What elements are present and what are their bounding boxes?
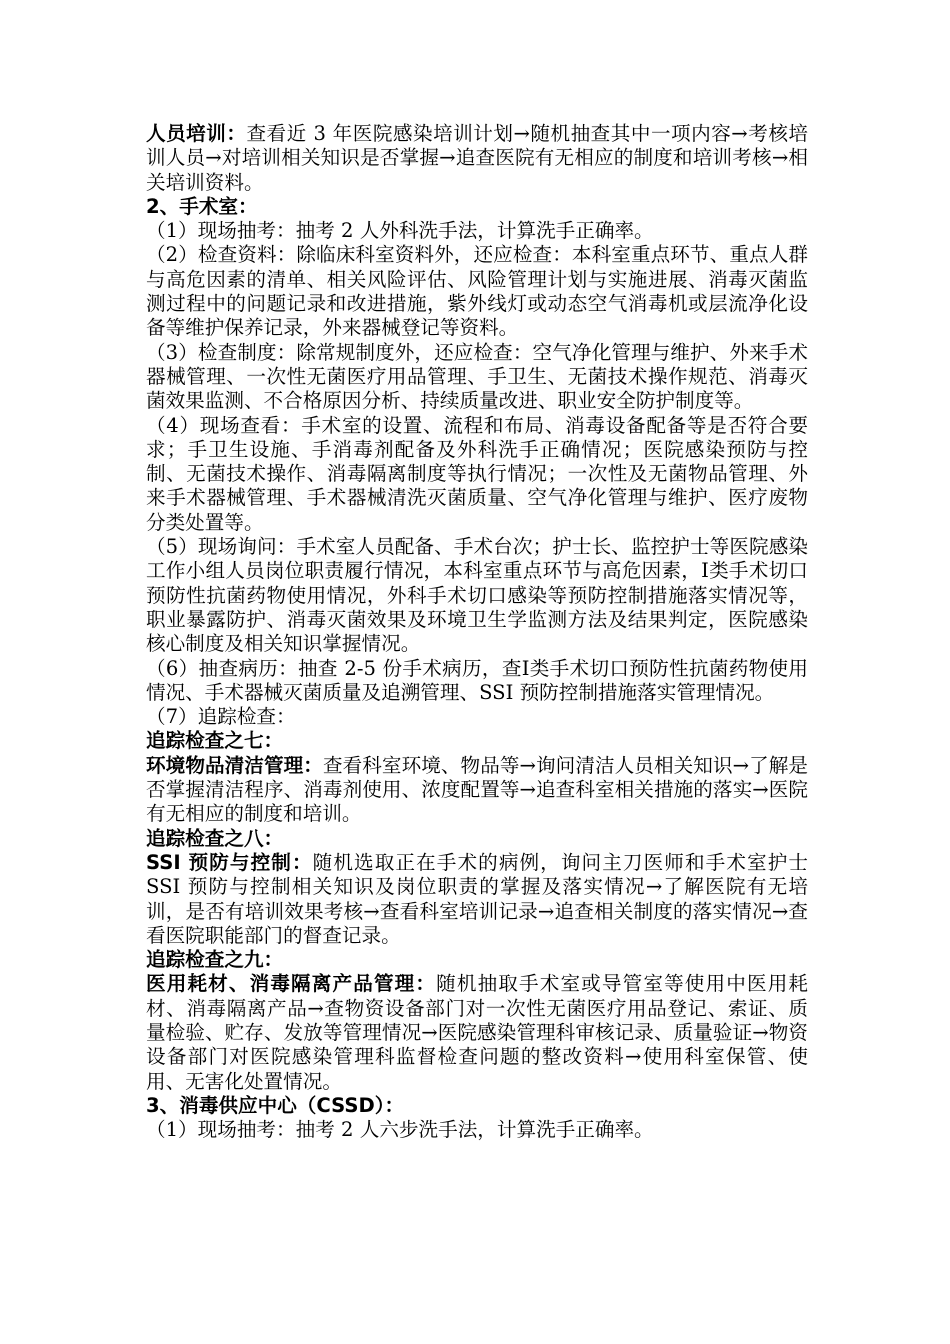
text-staff-training: 查看近 3 年医院感染培训计划→随机抽查其中一项内容→考核培训人员→对培训相关知识是否掌握→追查医院有无相应的制度和培训考核→相关培训资料。 bbox=[146, 122, 809, 194]
heading-staff-training: 人员培训： bbox=[146, 122, 247, 145]
paragraph-staff-training bbox=[146, 122, 808, 195]
text-ssi-control: 随机选取正在手术的病例，询问主刀医师和手术室护士 SSI 预防与控制相关知识及岗位职责的掌握及落实情况→了解医院有无培训，是否有培训效果考核→查看科室培训记录→追查相关制度的落实情况→查看医院职能部门的督查记录。 bbox=[146, 850, 808, 947]
heading-section-operating-room: 2、手术室： bbox=[146, 194, 258, 218]
paragraph-tracking-9 bbox=[146, 948, 808, 972]
heading-environment-cleaning: 环境物品清洁管理： bbox=[146, 753, 323, 777]
paragraph-cssd-item-1 bbox=[146, 1118, 808, 1142]
paragraph-item-6 bbox=[146, 657, 808, 706]
heading-tracking-9: 追踪检查之九： bbox=[146, 948, 284, 972]
paragraph-item-3 bbox=[146, 341, 808, 414]
heading-section-cssd: 3、消毒供应中心（CSSD）： bbox=[146, 1093, 405, 1117]
heading-tracking-8: 追踪检查之八： bbox=[146, 826, 284, 850]
paragraph-consumables bbox=[146, 972, 808, 1093]
text-medical-record-check: （6）抽查病历：抽查 2-5 份手术病历，查Ⅰ类手术切口预防性抗菌药物使用情况、手术器械灭菌质量及追溯管理、SSI 预防控制措施落实管理情况。 bbox=[146, 656, 808, 704]
text-onsite-inspection: （4）现场查看：手术室的设置、流程和布局、消毒设备配备等是否符合要求；手卫生设施、手消毒剂配备及外科洗手正确情况；医院感染预防与控制、无菌技术操作、消毒隔离制度等执行情况；一次性及无菌物品管理、外来手术器械管理、手术器械清洗灭菌质量、空气净化管理与维护、医疗废物分类处置等。 bbox=[146, 413, 808, 534]
paragraph-environment bbox=[146, 754, 808, 827]
text-tracking-check: （7）追踪检查： bbox=[146, 705, 296, 729]
paragraph-section-3 bbox=[146, 1094, 808, 1118]
heading-consumables: 医用耗材、消毒隔离产品管理： bbox=[146, 972, 437, 996]
document-body bbox=[146, 122, 808, 1142]
text-environment-cleaning: 查看科室环境、物品等→询问清洁人员相关知识→了解是否掌握清洁程序、消毒剂使用、浓度配置等→追查科室相关措施的落实→医院有无相应的制度和培训。 bbox=[146, 753, 808, 826]
text-cssd-onsite-exam: （1）现场抽考：抽考 2 人六步洗手法，计算洗手正确率。 bbox=[146, 1118, 654, 1142]
text-consumables: 随机抽取手术室或导管室等使用中医用耗材、消毒隔离产品→查物资设备部门对一次性无菌医疗用品登记、索证、质量检验、贮存、发放等管理情况→医院感染管理科审核记录、质量验证→物资设备部门对医院感染管理科监督检查问题的整改资料→使用科室保管、使用、无害化处置情况。 bbox=[146, 972, 809, 1093]
paragraph-tracking-8 bbox=[146, 827, 808, 851]
paragraph-item-4 bbox=[146, 414, 808, 535]
text-check-records: （2）检查资料：除临床科室资料外，还应检查：本科室重点环节、重点人群与高危因素的清单、相关风险评估、风险管理计划与实施进展、消毒灭菌监测过程中的问题记录和改进措施，紫外线灯或动态空气消毒机或层流净化设备等维护保养记录，外来器械登记等资料。 bbox=[146, 243, 808, 340]
text-onsite-inquiry: （5）现场询问：手术室人员配备、手术台次；护士长、监控护士等医院感染工作小组人员岗位职责履行情况，本科室重点环节与高危因素，Ⅰ类手术切口预防性抗菌药物使用情况，外科手术切口感染等预防控制措施落实情况等，职业暴露防护、消毒灭菌效果及环境卫生学监测方法及结果判定，医院感染核心制度及相关知识掌握情况。 bbox=[146, 535, 808, 656]
heading-tracking-7: 追踪检查之七： bbox=[146, 729, 284, 753]
paragraph-section-2 bbox=[146, 195, 808, 219]
paragraph-item-5 bbox=[146, 535, 808, 656]
text-check-rules: （3）检查制度：除常规制度外，还应检查：空气净化管理与维护、外来手术器械管理、一次性无菌医疗用品管理、手卫生、无菌技术操作规范、消毒灭菌效果监测、不合格原因分析、持续质量改进、职业安全防护制度等。 bbox=[146, 340, 808, 413]
paragraph-tracking-7 bbox=[146, 729, 808, 753]
paragraph-ssi bbox=[146, 851, 808, 948]
text-onsite-exam: （1）现场抽考：抽考 2 人外科洗手法，计算洗手正确率。 bbox=[146, 219, 654, 243]
heading-ssi-control: SSI 预防与控制： bbox=[146, 850, 313, 874]
paragraph-item-1 bbox=[146, 219, 808, 243]
paragraph-item-7 bbox=[146, 705, 808, 729]
paragraph-item-2 bbox=[146, 243, 808, 340]
